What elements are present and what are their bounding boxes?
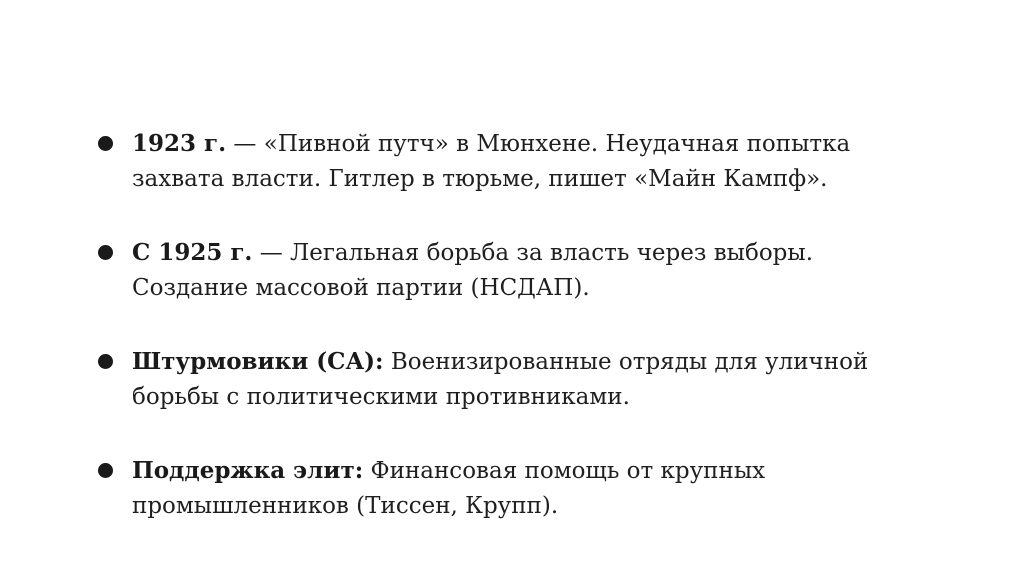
bullet-lead: 1923 г. xyxy=(132,130,227,157)
bullet-text: Военизированные отряды для уличной борьбы с политическими противниками. xyxy=(132,349,869,410)
bullet-dot-icon xyxy=(98,245,113,260)
bullet-lead: Поддержка элит: xyxy=(132,457,364,484)
bullet-text: — Легальная борьба за власть через выборы. Создание массовой партии (НСДАП). xyxy=(132,240,814,301)
bullet-lead: Штурмовики (СА): xyxy=(132,348,384,375)
bullet-item-beer-hall-putsch xyxy=(96,126,936,197)
bullet-item-legal-struggle xyxy=(96,235,936,306)
bullet-dot-icon xyxy=(98,463,113,478)
bullet-text: Финансовая помощь от крупных промышленников (Тиссен, Крупп). xyxy=(132,458,766,519)
bullet-lead: С 1925 г. xyxy=(132,239,253,266)
bullet-dot-icon xyxy=(98,136,113,151)
bullet-item-stormtroopers xyxy=(96,344,936,415)
bullet-text: — «Пивной путч» в Мюнхене. Неудачная попытка захвата власти. Гитлер в тюрьме, пишет «Майн Кампф». xyxy=(132,131,851,192)
bullet-dot-icon xyxy=(98,354,113,369)
bullet-item-elite-support xyxy=(96,453,936,524)
bullet-list xyxy=(96,126,936,562)
